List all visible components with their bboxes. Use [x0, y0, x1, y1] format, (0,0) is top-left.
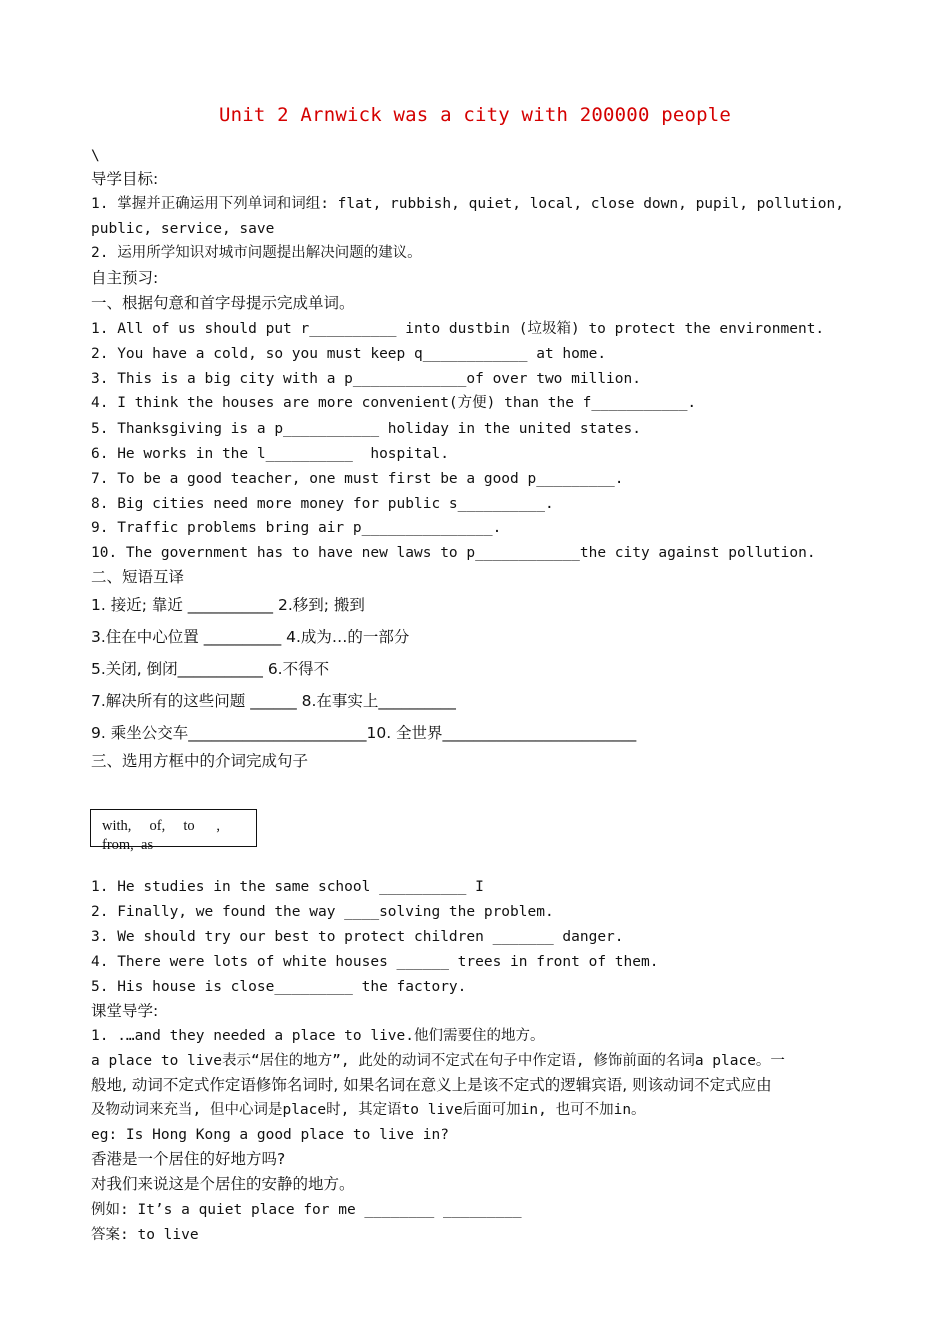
- document-title: Unit 2 Arnwick was a city with 200000 people: [218, 104, 732, 126]
- stray-backslash: \: [91, 148, 100, 164]
- class-line: 对我们来说这是个居住的安静的地方。: [91, 1175, 355, 1193]
- goals-heading: 导学目标:: [91, 170, 159, 188]
- part1-item: 3. This is a big city with a p_____________of over two million.: [91, 371, 641, 387]
- part1-item: 8. Big cities need more money for public s__________.: [91, 496, 554, 512]
- preposition-box: [90, 809, 257, 853]
- class-heading: 课堂导学:: [91, 1002, 159, 1020]
- part1-item: 10. The government has to have new laws to p____________the city against pollution.: [91, 545, 816, 561]
- class-line: 及物动词来充当, 但中心词是place时, 其定语to live后面可加in, 也可不加in。: [91, 1102, 646, 1118]
- part3-item: 3. We should try our best to protect children _______ danger.: [91, 929, 624, 945]
- preposition-box-line: from, as: [102, 837, 154, 853]
- goal-line: 1. 掌握并正确运用下列单词和词组: flat, rubbish, quiet, local, close down, pupil, pollution,: [91, 196, 844, 212]
- class-line: eg: Is Hong Kong a good place to live in?: [91, 1127, 449, 1143]
- part3-item: 4. There were lots of white houses ______ trees in front of them.: [91, 954, 659, 970]
- part1-item: 5. Thanksgiving is a p___________ holiday in the united states.: [91, 421, 641, 437]
- class-line: 1. .…and they needed a place to live.他们需要住的地方。: [91, 1028, 545, 1044]
- part2-row: 9. 乘坐公交车_______________________10. 全世界_________________________: [91, 724, 637, 742]
- part2-row: 3.住在中心位置 __________ 4.成为…的一部分: [91, 628, 410, 646]
- part2-row: 1. 接近; 靠近 ___________ 2.移到; 搬到: [91, 596, 365, 614]
- part1-item: 7. To be a good teacher, one must first be a good p_________.: [91, 471, 624, 487]
- part3-item: 1. He studies in the same school __________ I: [91, 879, 484, 895]
- part1-item: 9. Traffic problems bring air p_______________.: [91, 520, 502, 536]
- part3-heading: 三、选用方框中的介词完成句子: [91, 752, 309, 770]
- part1-heading: 一、根据句意和首字母提示完成单词。: [91, 294, 355, 312]
- part2-heading: 二、短语互译: [91, 568, 185, 586]
- class-line: 例如: It’s a quiet place for me ________ _________: [91, 1202, 522, 1218]
- part1-item: 1. All of us should put r__________ into dustbin (垃圾箱) to protect the environment.: [91, 321, 825, 337]
- preview-heading: 自主预习:: [91, 269, 159, 287]
- class-line: 香港是一个居住的好地方吗?: [91, 1150, 286, 1168]
- part2-row: 7.解决所有的这些问题 ______ 8.在事实上__________: [91, 692, 456, 710]
- preposition-box-line: with, of, to ,: [102, 818, 221, 834]
- part2-row: 5.关闭, 倒闭___________ 6.不得不: [91, 660, 330, 678]
- class-line: 般地, 动词不定式作定语修饰名词时, 如果名词在意义上是该不定式的逻辑宾语, 则该动词不定式应由: [91, 1076, 772, 1094]
- class-line: a place to live表示“居住的地方”, 此处的动词不定式在句子中作定语, 修饰前面的名词a place。一: [91, 1053, 785, 1069]
- part1-item: 2. You have a cold, so you must keep q____________ at home.: [91, 346, 607, 362]
- part1-item: 6. He works in the l__________ hospital.: [91, 446, 449, 462]
- goal-line: 2. 运用所学知识对城市问题提出解决问题的建议。: [91, 245, 422, 261]
- part1-item: 4. I think the houses are more convenient(方便) than the f___________.: [91, 395, 697, 411]
- part3-item: 2. Finally, we found the way ____solving the problem.: [91, 904, 554, 920]
- part3-item: 5. His house is close_________ the factory.: [91, 979, 467, 995]
- class-line: 答案: to live: [91, 1227, 199, 1243]
- goal-line: public, service, save: [91, 221, 275, 237]
